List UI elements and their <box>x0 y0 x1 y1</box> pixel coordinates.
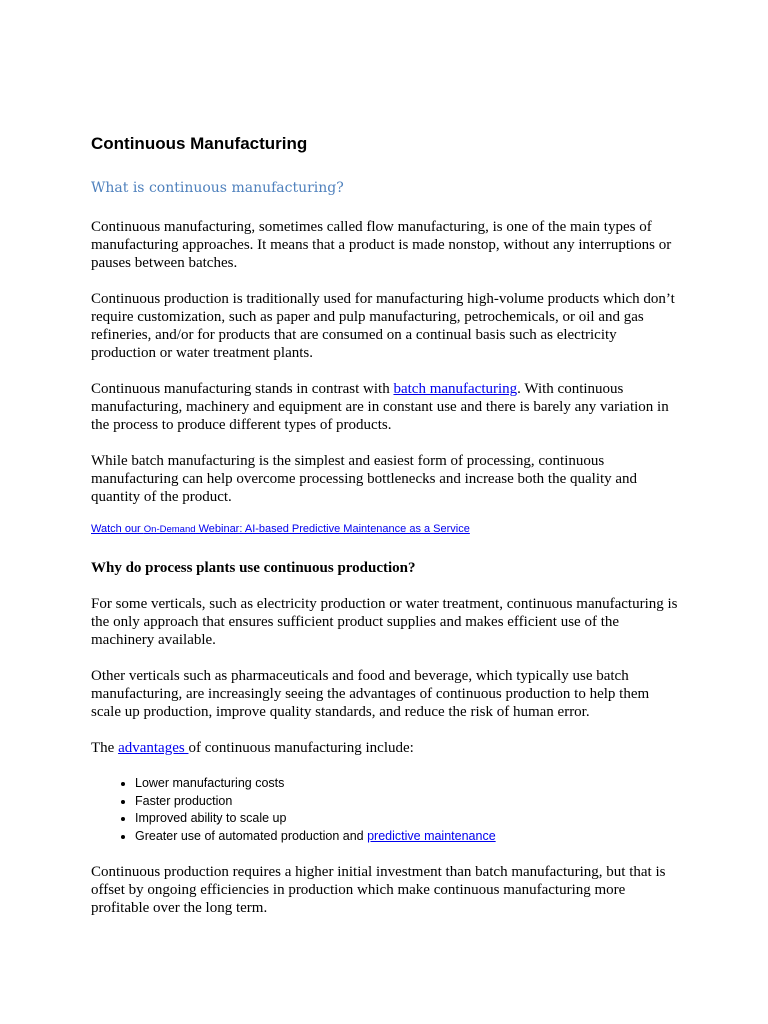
list-item-text: Greater use of automated production and <box>135 828 368 843</box>
list-item: • Improved ability to scale up <box>135 810 681 828</box>
paragraph-4: While batch manufacturing is the simplest and easiest form of processing, continuous manufacturing can help overcome processing bottlenecks and increase both the quality and quantity of the product. <box>91 453 638 505</box>
section-heading: What is continuous manufacturing? <box>91 180 344 196</box>
paragraph-3 <box>91 380 681 434</box>
paragraph-3-text-a: Continuous manufacturing stands in contrast with <box>91 381 394 397</box>
list-item <box>135 828 681 846</box>
paragraph-5: For some verticals, such as electricity production or water treatment, continuous manufacturing is the only approach that ensures sufficient product supplies and makes efficient use of the machinery available. <box>91 596 678 648</box>
webinar-link-text-c: Webinar: AI-based Predictive Maintenance as a Service <box>195 523 470 535</box>
paragraph-7-text-b: of continuous manufacturing include: <box>188 740 414 756</box>
paragraph-3-text-b: . With continuous manufacturing, machinery and equipment are in constant use and there is barely any variation in the process to produce different types of products. <box>91 381 669 433</box>
webinar-link[interactable] <box>91 523 470 535</box>
page-title: Continuous Manufacturing <box>91 134 308 153</box>
question-heading: Why do process plants use continuous production? <box>91 560 416 576</box>
paragraph-2: Continuous production is traditionally used for manufacturing high-volume products which don’t require customization, such as paper and pulp manufacturing, petrochemicals, or oil and gas refineries, and/or for products that are consumed on a continual basis such as electricity production or water treatment plants. <box>91 291 675 361</box>
predictive-maintenance-link[interactable]: predictive maintenance <box>367 828 496 843</box>
paragraph-1: Continuous manufacturing, sometimes called flow manufacturing, is one of the main types of manufacturing approaches. It means that a product is made nonstop, without any interruptions or pauses between batches. <box>91 219 672 271</box>
advantages-link[interactable]: advantages <box>118 740 189 756</box>
paragraph-7-text-a: The <box>91 740 119 756</box>
paragraph-6: Other verticals such as pharmaceuticals and food and beverage, which typically use batch manufacturing, are increasingly seeing the advantages of continuous production to help them scale up production, improve quality standards, and reduce the risk of human error. <box>91 668 650 720</box>
paragraph-7 <box>91 739 681 757</box>
batch-manufacturing-link[interactable]: batch manufacturing <box>393 381 518 397</box>
advantages-list <box>91 775 681 845</box>
paragraph-8: Continuous production requires a higher initial investment than batch manufacturing, but that is offset by ongoing efficiencies in production which make continuous manufacturing more profitable over the long term. <box>91 864 666 916</box>
webinar-banner <box>91 522 681 537</box>
list-item: • Lower manufacturing costs <box>135 775 681 793</box>
webinar-link-text-b: On-Demand <box>143 524 196 535</box>
webinar-link-text-a: Watch our <box>91 523 144 535</box>
list-item: • Faster production <box>135 793 681 811</box>
document-page <box>91 133 681 935</box>
